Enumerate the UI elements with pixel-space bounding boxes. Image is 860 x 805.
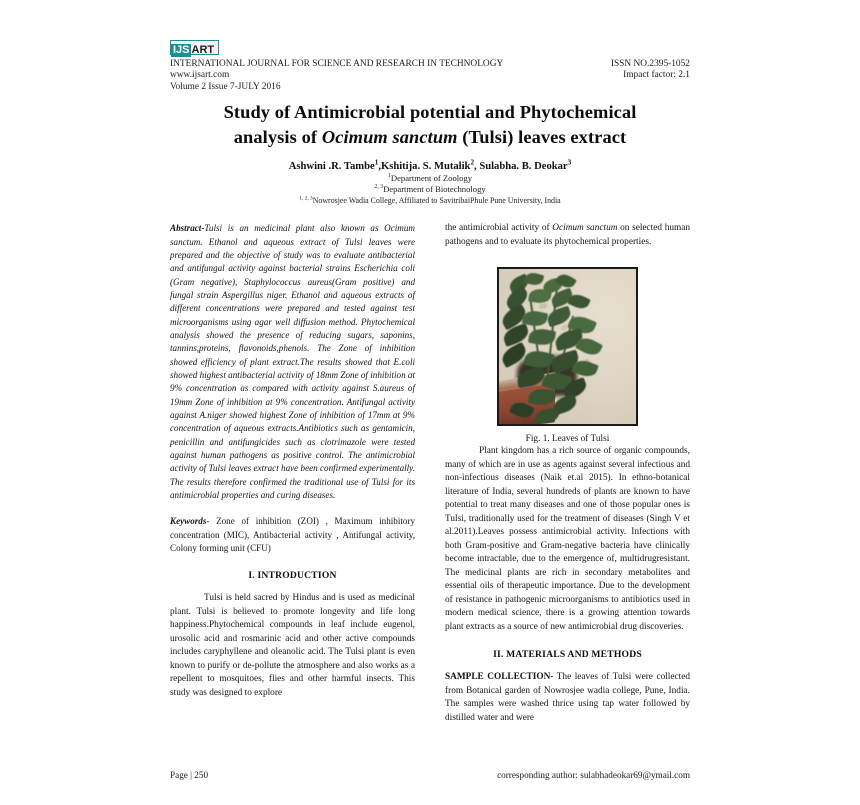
two-column-body	[170, 222, 690, 767]
ijsart-logo	[170, 40, 219, 55]
plant-kingdom-paragraph: Plant kingdom has a rich source of organic compounds, many of which are in use as agents against several infectious and non-infectious diseases (Naik et.al 2015). In ethno-botanical literature of India, several hundreds of plants are known to have potential to treat many diseases and one of those popular ones is Tulsi, traditionally used for the treatment of diseases (Singh V et al.2011).Leaves possess antimicrobial activity. Infections with both Gram-positive and Gram-negative bacteria have clinically become intractable, due to the emergence of, multidrugresistant. The medicinal plants are rich in secondary metabolites and essential oils of therapeutic importance. Due to the development of resistance in pathogenic microorganisms to antibiotics used in modern medical science, there is a growing attention towards plant extracts as a source of new antimicrobial drug discoveries.	[445, 446, 690, 632]
figure-1	[445, 267, 690, 445]
affiliation-2-sup: 2, 3	[374, 184, 384, 191]
left-column	[170, 222, 415, 700]
figure-caption: Fig. 1. Leaves of Tulsi	[525, 434, 610, 445]
keywords-text: - Zone of inhibition (ZOI) , Maximum inhibitory concentration (MIC), Antibacterial activity , Antifungal activity, Colony forming unit (CFU)	[170, 516, 415, 554]
continuation-after: on selected human pathogens and to evaluate its phytochemical properties.	[445, 223, 691, 247]
journal-name: INTERNATIONAL JOURNAL FOR SCIENCE AND RESEARCH IN TECHNOLOGY	[170, 59, 504, 69]
logo-art-text: ART	[191, 44, 215, 56]
title-text-before: analysis of	[233, 127, 322, 147]
introduction-continuation	[445, 222, 690, 249]
affiliation-3-sup: 1, 2, 3	[299, 195, 313, 202]
sample-collection-paragraph	[445, 671, 690, 725]
affiliation-2	[170, 184, 690, 194]
affiliation-1-text: Department of Zoology	[390, 173, 473, 183]
masthead-row-2	[170, 70, 690, 81]
paper-title	[170, 100, 690, 150]
author-sup-2: 2	[470, 158, 475, 167]
paper-title-line-1: Study of Antimicrobial potential and Phytochemical	[223, 102, 637, 122]
page-number: Page | 250	[170, 770, 209, 780]
volume-issue: Volume 2 Issue 7-JULY 2016	[170, 81, 281, 92]
corresponding-author: corresponding author: sulabhadeokar69@ymail.com	[497, 770, 690, 780]
impact-factor: Impact factor: 2.1	[623, 70, 690, 81]
affiliation-3-text: Nowrosjee Wadia College, Affiliated to SavitribaiPhule Pune University, India	[312, 195, 561, 205]
paper-title-line-2	[170, 125, 690, 150]
affiliation-1	[170, 173, 690, 183]
page-footer	[170, 770, 690, 780]
journal-masthead	[170, 40, 690, 92]
keywords-label: Keywords	[170, 516, 207, 527]
continuation-species-italic: Ocimum sanctum	[552, 223, 618, 234]
journal-website: www.ijsart.com	[170, 70, 230, 81]
title-species-italic: Ocimum sanctum	[321, 127, 458, 147]
masthead-row-3	[170, 82, 690, 93]
author-sup-3: 3	[567, 158, 572, 167]
sample-collection-label: SAMPLE COLLECTION-	[445, 672, 554, 683]
sample-collection-text: The leaves of Tulsi were collected from Botanical garden of Nowrosjee wadia college, Pune, India. The samples were washed thrice using tap water followed by distilled water and were	[445, 672, 691, 723]
author-list: Ashwini .R. Tambe$^1$,Kshitija. S. Mutalik$^2$, Sulabha. B. Deokar$^3$	[288, 158, 572, 172]
abstract-text: Tulsi is an medicinal plant also known as Ocimum sanctum. Ethanol and aqueous extract of Tulsi leaves were prepared and the objective of study was to evaluate antibacterial and antifungal activity against bacterial strains Escherichia coli (Gram negative), Staphylococcus aureus(Gram positive) and fungal strain Aspergillus niger. Ethanol and aqueous extracts of different concentrations were prepared and tested against test microorganisms using agar well diffusion method. Phytochemical analysis showed the presence of reducing sugars, saponins, tannins,proteins, flavonoids,phenols. The Zone of inhibition showed efficiency of plant extract.The results showed that E.coli showed highest antibacterial activity of 18mm Zone of inhibition at 9% concentration as compared with activity against S.aureus of 19mm Zone of inhibition at 9% concentration. Antifungal activity against A.niger showed highest Zone of inhibition of 17mm at 9% concentration of aqueous extracts.Antibiotics such as gentamicin, penicillin and antifungicides such as clotrimazole were tested against human pathogens as positive control. The antimicrobial activity of Tulsi leaves extract have been confirmed experimentally. The results therefore confirmed the traditional use of Tulsi for its antimicrobial properties and curing diseases.	[170, 223, 415, 501]
page-content-area	[170, 40, 690, 780]
keywords-block	[170, 515, 415, 555]
masthead-lines	[170, 59, 690, 93]
introduction-paragraph: Tulsi is held sacred by Hindus and is used as medicinal plant. Tulsi is believed to promote longevity and life long happiness.Phytochemical compounds in leaf include eugenol, urosolic acid and rosmarinic acid and other active compounds includes caryphyllene and oleanolic acid. The Tulsi plant is even known to purify or de-pollute the atmosphere and also works as a repellent to mosquitoes, flies and other harmful insects. This study was designed to explore	[170, 593, 415, 698]
section-heading-introduction: I. INTRODUCTION	[248, 570, 337, 582]
continuation-before: the antimicrobial activity of	[445, 223, 553, 234]
author-sup-1: 1	[374, 158, 379, 167]
section-heading-materials-methods: II. MATERIALS AND METHODS	[493, 649, 642, 661]
issn-number: ISSN NO.2395-1052	[610, 59, 690, 69]
logo-ijs-text: IJS	[173, 44, 190, 56]
masthead-row-1	[170, 59, 690, 70]
affiliation-3	[170, 196, 690, 206]
abstract-block	[170, 222, 415, 502]
right-column	[445, 222, 690, 725]
affiliation-2-text: Department of Biotechnology	[383, 184, 486, 195]
affiliation-1-sup: 1	[387, 173, 391, 180]
abstract-label: Abstract-	[170, 223, 205, 234]
title-text-after: (Tulsi) leaves extract	[457, 127, 627, 147]
tulsi-plant-photo	[497, 267, 638, 426]
